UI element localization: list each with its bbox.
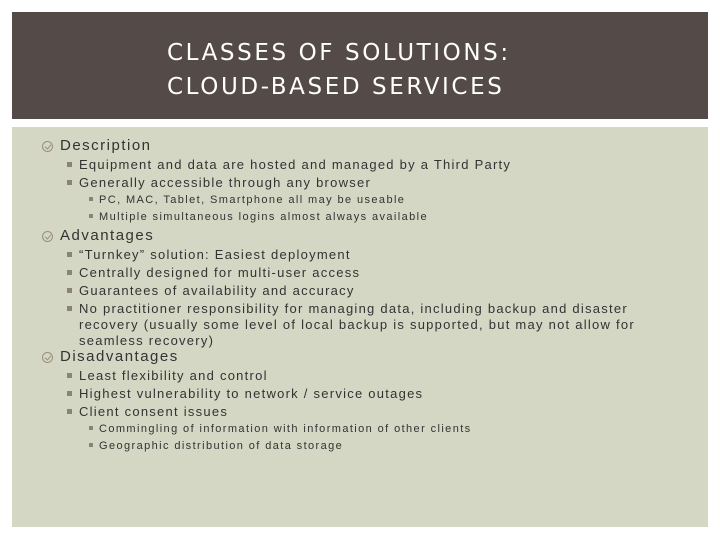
- list-item: Least flexibility and control: [67, 368, 268, 383]
- square-bullet-icon: [89, 426, 93, 430]
- title-line-1: CLASSES OF SOLUTIONS:: [167, 40, 511, 66]
- sub-list-item: PC, MAC, Tablet, Smartphone all may be useable: [89, 194, 405, 206]
- list-item: Highest vulnerability to network / service outages: [67, 386, 423, 401]
- section-heading-disadvantages: Disadvantages: [42, 348, 179, 365]
- list-item: Centrally designed for multi-user access: [67, 265, 360, 280]
- square-bullet-icon: [67, 409, 72, 414]
- sub-list-item: Multiple simultaneous logins almost always available: [89, 211, 428, 223]
- sub-list-item: Geographic distribution of data storage: [89, 440, 343, 452]
- sub-list-item: Commingling of information with information of other clients: [89, 423, 472, 435]
- title-line-2: CLOUD-BASED SERVICES: [167, 74, 505, 100]
- square-bullet-icon: [67, 180, 72, 185]
- square-bullet-icon: [89, 443, 93, 447]
- square-bullet-icon: [67, 373, 72, 378]
- slide-title: [167, 36, 511, 104]
- check-bullet-icon: [42, 352, 53, 363]
- list-item-long: No practitioner responsibility for managing data, including backup and disaster recovery (usually some level of local backup is supported, but may not allow for seamless recovery): [67, 301, 635, 348]
- list-item: Equipment and data are hosted and managed by a Third Party: [67, 157, 511, 172]
- check-bullet-icon: [42, 141, 53, 152]
- square-bullet-icon: [89, 214, 93, 218]
- square-bullet-icon: [67, 270, 72, 275]
- list-item: Guarantees of availability and accuracy: [67, 283, 355, 298]
- square-bullet-icon: [67, 252, 72, 257]
- list-item: Client consent issues: [67, 404, 228, 419]
- check-bullet-icon: [42, 231, 53, 242]
- square-bullet-icon: [67, 306, 72, 311]
- section-heading-advantages: Advantages: [42, 227, 154, 244]
- list-item: “Turnkey” solution: Easiest deployment: [67, 247, 351, 262]
- square-bullet-icon: [89, 197, 93, 201]
- square-bullet-icon: [67, 288, 72, 293]
- square-bullet-icon: [67, 391, 72, 396]
- section-heading-description: Description: [42, 137, 152, 154]
- list-item: Generally accessible through any browser: [67, 175, 371, 190]
- square-bullet-icon: [67, 162, 72, 167]
